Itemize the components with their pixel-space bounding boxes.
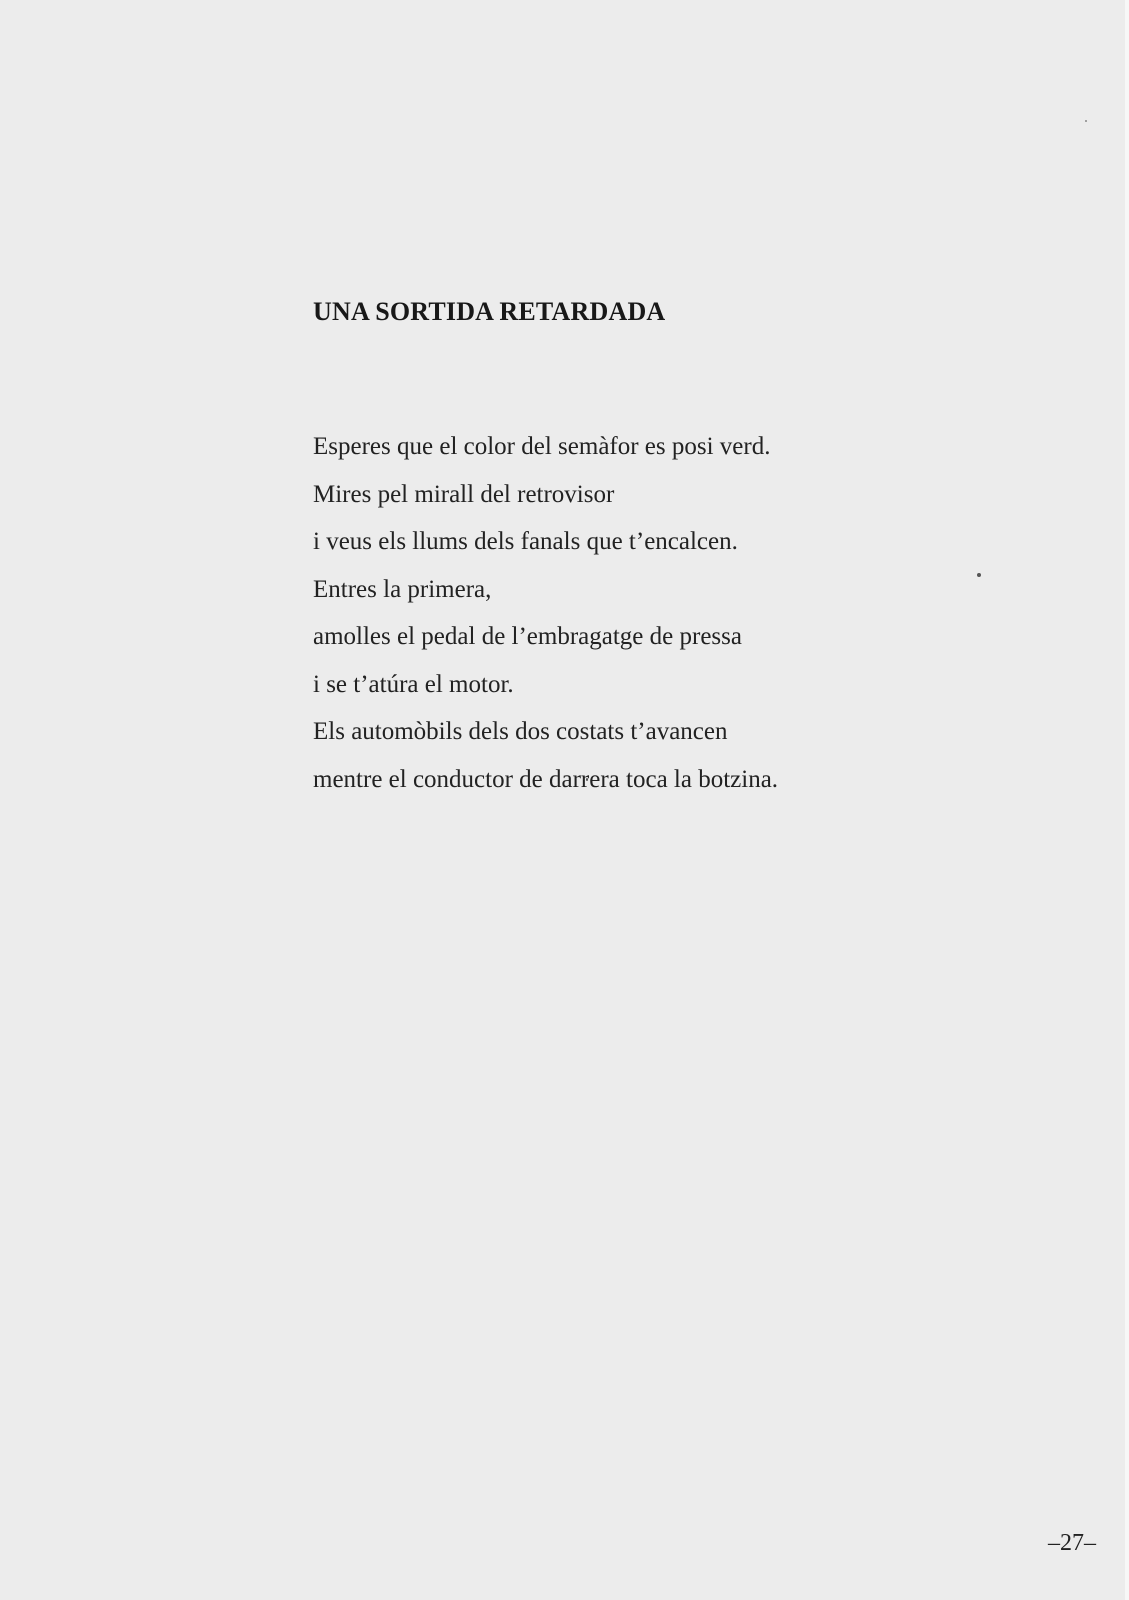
scan-speck — [1085, 120, 1087, 122]
poem-line: i se t’atúra el motor. — [313, 670, 514, 698]
poem-line: amolles el pedal de l’embragatge de pressa — [313, 623, 742, 650]
poem-title: UNA SORTIDA RETARDADA — [313, 297, 666, 327]
poem-body — [313, 423, 778, 803]
scan-speck — [977, 573, 981, 577]
page-number: –27– — [1048, 1530, 1096, 1556]
poem-line: Mires pel mirall del retrovisor — [313, 480, 615, 508]
poem-line: Entres la primera, — [313, 575, 492, 603]
page-edge — [1125, 0, 1129, 1600]
poem-line: i veus els llums dels fanals que t’encalcen. — [313, 528, 738, 555]
poem-line: Esperes que el color del semàfor es posi verd. — [313, 433, 771, 460]
poem-line: Els automòbils dels dos costats t’avancen — [313, 718, 728, 745]
poem-line: mentre el conductor de darrera toca la botzina. — [313, 765, 779, 793]
